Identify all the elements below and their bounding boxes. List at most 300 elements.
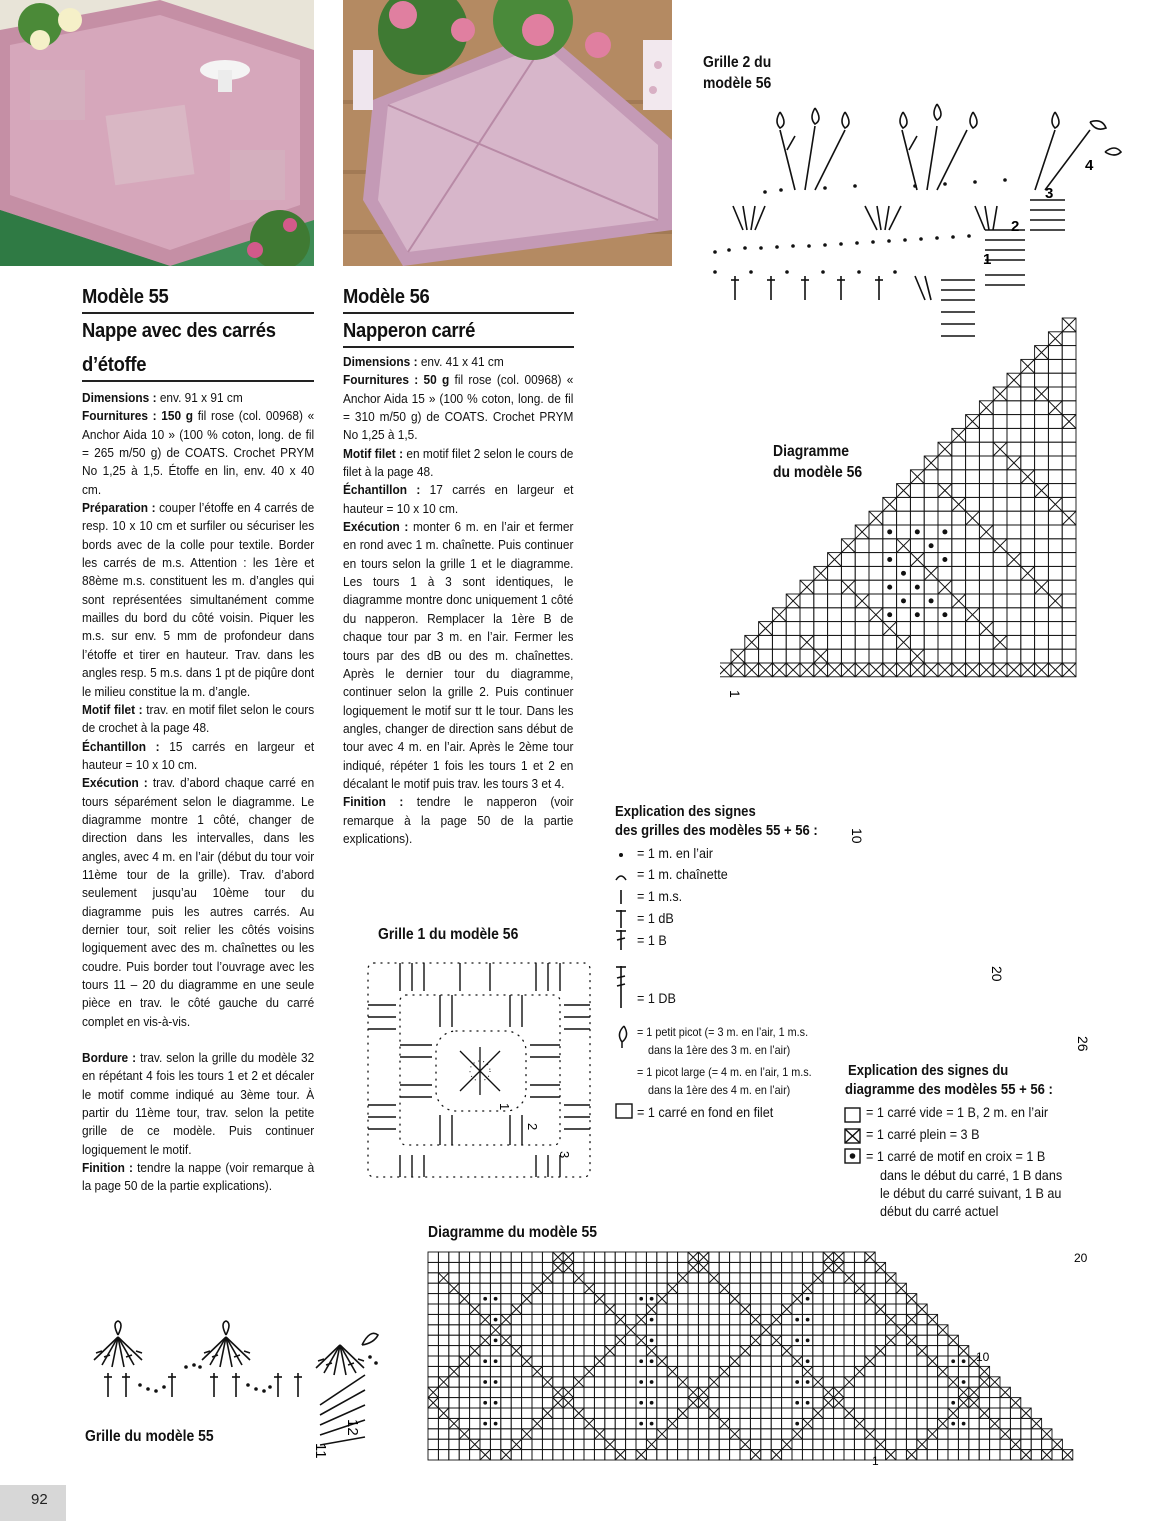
grid-cell xyxy=(792,1325,802,1335)
grid-cell xyxy=(966,580,980,594)
legend-item: = 1 dB xyxy=(637,910,674,926)
grid-cell xyxy=(1062,622,1076,636)
grid-cell xyxy=(990,1429,1000,1439)
grid-cell xyxy=(844,1418,854,1428)
grid-cell xyxy=(459,1366,469,1376)
grid-cell xyxy=(688,1335,698,1345)
grid-cell xyxy=(917,1325,927,1335)
grid-cell xyxy=(542,1387,552,1397)
grid-cell xyxy=(828,635,842,649)
grid-cell xyxy=(917,1450,927,1460)
grid-cell xyxy=(1035,442,1049,456)
grid-cell xyxy=(698,1294,708,1304)
grid-cell xyxy=(802,1429,812,1439)
grid-cell xyxy=(594,1450,604,1460)
grid-cell xyxy=(459,1439,469,1449)
grid-cell xyxy=(938,539,952,553)
grid-dot xyxy=(951,1359,955,1363)
grid-cell xyxy=(750,1429,760,1439)
grid-cell xyxy=(910,539,924,553)
grid-cell xyxy=(626,1294,636,1304)
grid-cell xyxy=(771,1262,781,1272)
grid-cell xyxy=(678,1304,688,1314)
grid-cell xyxy=(897,608,911,622)
dot-icon xyxy=(619,853,623,857)
picot-icon xyxy=(1090,121,1106,129)
grid-cell xyxy=(875,1283,885,1293)
grid-cell xyxy=(626,1450,636,1460)
grid-cell xyxy=(750,1262,760,1272)
grid-dot xyxy=(795,1380,799,1384)
grid-cell xyxy=(834,1439,844,1449)
grid-cell xyxy=(1062,387,1076,401)
grid-cell xyxy=(1007,566,1021,580)
legend-diagram-item: dans le début du carré, 1 B dans xyxy=(880,1167,1063,1183)
grid-cell xyxy=(906,1398,916,1408)
grid-cell xyxy=(834,1294,844,1304)
grid-cell xyxy=(740,1387,750,1397)
grid-cell xyxy=(1035,497,1049,511)
grid-cell xyxy=(897,580,911,594)
grid-cell xyxy=(1007,442,1021,456)
grid-cell xyxy=(542,1314,552,1324)
grid-cell xyxy=(438,1356,448,1366)
grid-cell xyxy=(814,580,828,594)
grid-cell xyxy=(449,1304,459,1314)
grid-cell xyxy=(1007,401,1021,415)
grid-dot xyxy=(806,1359,810,1363)
grid-cell xyxy=(657,1439,667,1449)
grid-cell xyxy=(761,1273,771,1283)
grid-cell xyxy=(792,1450,802,1460)
grid-cell xyxy=(522,1252,532,1262)
grid-cell xyxy=(938,1398,948,1408)
grid-dot xyxy=(494,1359,498,1363)
grid-cell xyxy=(834,1377,844,1387)
grid-cell xyxy=(834,1335,844,1345)
grid-cell xyxy=(574,1314,584,1324)
grid-cell xyxy=(896,1377,906,1387)
grid-cell xyxy=(782,1398,792,1408)
grid-dot xyxy=(951,1422,955,1426)
grid-cell xyxy=(688,1314,698,1324)
grid-cell xyxy=(771,1294,781,1304)
grid-cell xyxy=(719,1304,729,1314)
grid-cell xyxy=(709,1314,719,1324)
grid-cell xyxy=(761,1356,771,1366)
grid-cell xyxy=(813,1450,823,1460)
grid-cell xyxy=(688,1366,698,1376)
grid-cell xyxy=(854,1377,864,1387)
grid-cell xyxy=(897,622,911,636)
model-56-title: Napperon carré xyxy=(343,320,476,342)
grid-cell xyxy=(1062,497,1076,511)
grid-cell xyxy=(1048,484,1062,498)
grid-dot xyxy=(494,1422,498,1426)
grid-cell xyxy=(1021,511,1035,525)
grid-cell xyxy=(886,1366,896,1376)
grid-cell xyxy=(896,1408,906,1418)
grid-cell xyxy=(626,1387,636,1397)
grid-cell xyxy=(490,1273,500,1283)
grid-cell xyxy=(470,1450,480,1460)
grid-cell xyxy=(490,1283,500,1293)
grid-cell xyxy=(1007,608,1021,622)
grid-cell xyxy=(966,484,980,498)
grid-cell xyxy=(584,1408,594,1418)
grid-cell xyxy=(927,1325,937,1335)
grid-cell xyxy=(428,1439,438,1449)
grid-cell xyxy=(924,511,938,525)
grid-cell xyxy=(459,1252,469,1262)
dB-icon xyxy=(616,910,626,928)
grid-cell xyxy=(1062,539,1076,553)
grid-cell xyxy=(938,649,952,663)
diagram-55-label: Diagramme du modèle 55 xyxy=(428,1224,598,1241)
grid-cell xyxy=(750,1366,760,1376)
grid-cell xyxy=(667,1346,677,1356)
grid-cell xyxy=(740,1418,750,1428)
grid-cell xyxy=(1048,470,1062,484)
grid-cell xyxy=(1062,580,1076,594)
grid-cell xyxy=(800,622,814,636)
grid-cell xyxy=(522,1418,532,1428)
grid-dot xyxy=(483,1380,487,1384)
grid-cell xyxy=(678,1450,688,1460)
grid-cell xyxy=(605,1314,615,1324)
grid-cell xyxy=(1048,387,1062,401)
grid-cell xyxy=(792,1387,802,1397)
grid-cell xyxy=(615,1252,625,1262)
grid-cell xyxy=(802,1346,812,1356)
grid-cell xyxy=(886,1377,896,1387)
grid-dot xyxy=(806,1297,810,1301)
grid-cell xyxy=(792,1408,802,1418)
grid-dot xyxy=(650,1422,654,1426)
grid-cell xyxy=(1007,635,1021,649)
grid-cell xyxy=(626,1304,636,1314)
grid-cell xyxy=(678,1294,688,1304)
grid-cell xyxy=(782,1262,792,1272)
grid-cell xyxy=(532,1273,542,1283)
grid-cell xyxy=(979,1450,989,1460)
grid-cell xyxy=(782,1450,792,1460)
grid-cell xyxy=(917,1377,927,1387)
grid-cell xyxy=(993,566,1007,580)
grid-cell xyxy=(563,1450,573,1460)
grid-cell xyxy=(792,1262,802,1272)
grid-cell xyxy=(501,1387,511,1397)
grid-cell xyxy=(786,622,800,636)
instruction-paragraph: Échantillon : 17 carrés en largeur et hauteur = 10 x 10 cm. xyxy=(343,482,574,516)
grid-cell xyxy=(865,1283,875,1293)
grid-cell xyxy=(709,1304,719,1314)
grid-cell xyxy=(740,1408,750,1418)
cross-square-icon xyxy=(845,1129,860,1143)
grid-cell xyxy=(897,649,911,663)
grid-cell xyxy=(553,1366,563,1376)
grid-cell xyxy=(993,401,1007,415)
grid-cell xyxy=(657,1325,667,1335)
diagram-55-row-label: 10 xyxy=(976,1350,990,1364)
grid-cell xyxy=(584,1325,594,1335)
grid-cell xyxy=(886,1429,896,1439)
grid-cell xyxy=(1062,346,1076,360)
divider xyxy=(82,312,314,314)
grid-cell xyxy=(730,1283,740,1293)
grid-cell xyxy=(979,470,993,484)
grid-cell xyxy=(841,553,855,567)
grid-cell xyxy=(740,1366,750,1376)
grid-cell xyxy=(865,1325,875,1335)
grid-cell xyxy=(698,1450,708,1460)
grid-cell xyxy=(813,1356,823,1366)
grid-dot xyxy=(639,1401,643,1405)
grid-cell xyxy=(480,1283,490,1293)
grid-cell xyxy=(969,1450,979,1460)
grid-cell xyxy=(750,1387,760,1397)
grid-cell xyxy=(449,1356,459,1366)
picot-icon xyxy=(115,1321,121,1335)
grid-cell xyxy=(501,1283,511,1293)
grid-cell xyxy=(896,1366,906,1376)
grid-cell xyxy=(993,428,1007,442)
instruction-paragraph: Exécution : trav. d’abord chaque carré en tours séparément selon le diagramme. Le diagramme montre 1 côté, changer de direction dans les intervalles, dans les angles, avec 4 m. en l’air (début du tour voir 11ème tour de la grille). Trav. d’abord seulement jusqu’au 10ème tour du diagramme puis les autres carrés. Au dernier tour, soit relier les côtés voisins logiquement avec des m. chaînettes ou les coudre. Puis border tout l’ouvrage avec les tours 11 – 20 du diagramme en une seule pièce en trav. le côté gauche du carré complet en vis-à-vis. xyxy=(82,775,315,1029)
grid-cell xyxy=(792,1304,802,1314)
grid-cell xyxy=(896,1356,906,1366)
grid-cell xyxy=(511,1450,521,1460)
grid-cell xyxy=(553,1439,563,1449)
grid-cell xyxy=(698,1439,708,1449)
grid-cell xyxy=(854,1408,864,1418)
grid-cell xyxy=(924,484,938,498)
grid-cell xyxy=(854,1304,864,1314)
grid-cell xyxy=(993,608,1007,622)
grid-cell xyxy=(553,1346,563,1356)
grid-cell xyxy=(990,1408,1000,1418)
grid-cell xyxy=(750,1398,760,1408)
legend-item: = 1 carré en fond en filet xyxy=(637,1104,774,1120)
grid-cell xyxy=(906,1366,916,1376)
grid-cell xyxy=(1000,1408,1010,1418)
grid-cell xyxy=(750,1294,760,1304)
grid-cell xyxy=(449,1325,459,1335)
grid-cell xyxy=(979,553,993,567)
grid-cell xyxy=(532,1314,542,1324)
grid-cell xyxy=(910,566,924,580)
grid-cell xyxy=(438,1294,448,1304)
grid-cell xyxy=(511,1429,521,1439)
grid-cell xyxy=(993,511,1007,525)
grid-cell xyxy=(966,635,980,649)
grid-cell xyxy=(511,1283,521,1293)
grid-cell xyxy=(1021,484,1035,498)
grid-cell xyxy=(626,1283,636,1293)
grid-cell xyxy=(553,1283,563,1293)
grid-cell xyxy=(636,1273,646,1283)
grid-cell xyxy=(626,1418,636,1428)
grid-cell xyxy=(854,1252,864,1262)
grid-dot xyxy=(483,1297,487,1301)
grid-cell xyxy=(1035,608,1049,622)
grid-cell xyxy=(740,1262,750,1272)
grid-cell xyxy=(844,1398,854,1408)
grid-cell xyxy=(709,1325,719,1335)
grid-cell xyxy=(501,1273,511,1283)
grid-cell xyxy=(993,456,1007,470)
grid-cell xyxy=(966,539,980,553)
grid-cell xyxy=(636,1366,646,1376)
grid-dot xyxy=(650,1401,654,1405)
grid-cell xyxy=(522,1377,532,1387)
grid-cell xyxy=(844,1304,854,1314)
instruction-paragraph: Motif filet : trav. en motif filet selon le cours de crochet à la page 48. xyxy=(82,701,315,736)
grid-cell xyxy=(1062,373,1076,387)
grid-dot xyxy=(962,1359,966,1363)
grid-cell xyxy=(730,1335,740,1345)
grid-cell xyxy=(1007,622,1021,636)
grid-cell xyxy=(979,608,993,622)
grid-cell xyxy=(924,553,938,567)
legend-diagram-item: = 1 carré vide = 1 B, 2 m. en l’air xyxy=(866,1104,1049,1120)
grid-cell xyxy=(761,1377,771,1387)
legend-diagram-item: le début du carré suivant, 1 B au xyxy=(880,1185,1062,1201)
grid-cell xyxy=(906,1387,916,1397)
grid-dot xyxy=(494,1401,498,1405)
grid-cell xyxy=(782,1252,792,1262)
grid-cell xyxy=(802,1439,812,1449)
grid-cell xyxy=(875,1387,885,1397)
grid-cell xyxy=(532,1346,542,1356)
grid-cell xyxy=(626,1377,636,1387)
grid-cell xyxy=(646,1408,656,1418)
grid-cell xyxy=(688,1450,698,1460)
grid-cell xyxy=(952,622,966,636)
grid-cell xyxy=(828,580,842,594)
grid-cell xyxy=(958,1450,968,1460)
grid-cell xyxy=(782,1325,792,1335)
grid-cell xyxy=(854,1387,864,1397)
grid-cell xyxy=(854,1273,864,1283)
grid-cell xyxy=(480,1304,490,1314)
grid-cell xyxy=(886,1408,896,1418)
grid-cell xyxy=(1062,525,1076,539)
grid-cell xyxy=(459,1418,469,1428)
grid-cell xyxy=(470,1273,480,1283)
grid-cell xyxy=(771,1346,781,1356)
grid-cell xyxy=(875,1273,885,1283)
photo-model-56 xyxy=(343,0,672,266)
grid-cell xyxy=(966,553,980,567)
grid-cell xyxy=(841,622,855,636)
grid-cell xyxy=(719,1429,729,1439)
grid-cell xyxy=(906,1304,916,1314)
grid-cell xyxy=(896,1439,906,1449)
grid-cell xyxy=(605,1408,615,1418)
grid-cell xyxy=(740,1294,750,1304)
grid-cell xyxy=(428,1377,438,1387)
grid-cell xyxy=(792,1439,802,1449)
grid-cell xyxy=(771,1387,781,1397)
grid-cell xyxy=(657,1262,667,1272)
grid-cell xyxy=(470,1377,480,1387)
grid-cell xyxy=(834,1346,844,1356)
grid-cell xyxy=(841,566,855,580)
grid-cell xyxy=(490,1252,500,1262)
grid-cell xyxy=(574,1366,584,1376)
grid-cell xyxy=(993,470,1007,484)
grid-cell xyxy=(563,1439,573,1449)
grid-cell xyxy=(938,1377,948,1387)
picot-icon xyxy=(842,112,849,128)
grid-cell xyxy=(782,1273,792,1283)
grid-cell xyxy=(594,1418,604,1428)
grid-cell xyxy=(605,1325,615,1335)
grid-cell xyxy=(522,1398,532,1408)
grid-cell xyxy=(501,1429,511,1439)
grid-cell xyxy=(438,1439,448,1449)
grid-cell xyxy=(522,1366,532,1376)
grid-cell xyxy=(449,1408,459,1418)
grid-cell xyxy=(553,1450,563,1460)
grid-cell xyxy=(657,1366,667,1376)
grid-cell xyxy=(844,1294,854,1304)
grid-cell xyxy=(490,1346,500,1356)
grid-cell xyxy=(979,1439,989,1449)
grid-cell xyxy=(1007,580,1021,594)
diagram-56-label-line2: du modèle 56 xyxy=(773,464,863,481)
grid-cell xyxy=(459,1273,469,1283)
grid-cell xyxy=(1021,1418,1031,1428)
grid-cell xyxy=(1048,359,1062,373)
grid-cell xyxy=(993,525,1007,539)
grid-cell xyxy=(813,1335,823,1345)
grid-cell xyxy=(542,1346,552,1356)
grid-cell xyxy=(854,1262,864,1272)
grid-cell xyxy=(449,1387,459,1397)
grid-cell xyxy=(834,1273,844,1283)
grid-cell xyxy=(896,1429,906,1439)
grid-cell xyxy=(678,1418,688,1428)
grid-cell xyxy=(678,1398,688,1408)
grid-cell xyxy=(813,1252,823,1262)
grid-cell xyxy=(490,1439,500,1449)
grid-cell xyxy=(542,1366,552,1376)
grid-cell xyxy=(542,1252,552,1262)
grid-cell xyxy=(823,1294,833,1304)
diagram-55-row-label: 20 xyxy=(1074,1251,1088,1265)
grid-cell xyxy=(927,1377,937,1387)
grid-cell xyxy=(1010,1408,1020,1418)
grid-cell xyxy=(626,1346,636,1356)
grid-cell xyxy=(438,1314,448,1324)
grid-cell xyxy=(470,1418,480,1428)
grid-cell xyxy=(761,1439,771,1449)
grid-dot xyxy=(795,1318,799,1322)
grid-cell xyxy=(792,1252,802,1262)
grid-cell xyxy=(678,1366,688,1376)
diagram-55-grid xyxy=(426,1248,1116,1478)
grid-cell xyxy=(865,1314,875,1324)
grid-cell xyxy=(834,1418,844,1428)
grid-cell xyxy=(470,1429,480,1439)
grid-dot xyxy=(942,529,947,534)
grid-cell xyxy=(667,1304,677,1314)
grid-cell xyxy=(605,1283,615,1293)
grid-cell xyxy=(814,622,828,636)
picot-icon xyxy=(362,1333,378,1345)
grid-cell xyxy=(865,1398,875,1408)
